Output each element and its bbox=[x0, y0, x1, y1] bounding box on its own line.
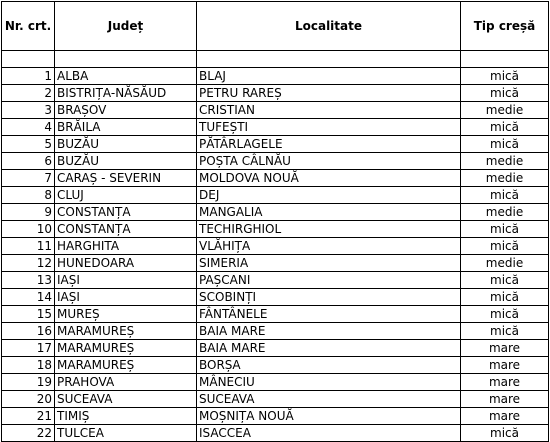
nr-cell: 19 bbox=[2, 374, 55, 391]
judet-cell: IAȘI bbox=[55, 272, 197, 289]
judet-cell: CONSTANȚA bbox=[55, 221, 197, 238]
tip-cell: mică bbox=[461, 85, 549, 102]
nr-cell: 21 bbox=[2, 408, 55, 425]
tip-cell: mică bbox=[461, 187, 549, 204]
nr-cell: 14 bbox=[2, 289, 55, 306]
table-row bbox=[2, 255, 549, 272]
judet-cell: HARGHITA bbox=[55, 238, 197, 255]
table-row bbox=[2, 119, 549, 136]
nr-cell: 18 bbox=[2, 357, 55, 374]
nr-cell: 1 bbox=[2, 68, 55, 85]
table-row bbox=[2, 136, 549, 153]
nr-cell: 9 bbox=[2, 204, 55, 221]
localitate-cell: PĂTÂRLAGELE bbox=[197, 136, 461, 153]
tip-cell: mare bbox=[461, 391, 549, 408]
nr-cell: 22 bbox=[2, 425, 55, 442]
header-nr: Nr. crt. bbox=[2, 2, 55, 51]
header-localitate: Localitate bbox=[197, 2, 461, 51]
table-row bbox=[2, 170, 549, 187]
localitate-cell: MOLDOVA NOUĂ bbox=[197, 170, 461, 187]
spacer-row bbox=[2, 51, 549, 68]
localitate-cell: DEJ bbox=[197, 187, 461, 204]
nr-cell: 17 bbox=[2, 340, 55, 357]
localitate-cell: BAIA MARE bbox=[197, 340, 461, 357]
table-row bbox=[2, 102, 549, 119]
nr-cell: 8 bbox=[2, 187, 55, 204]
localitate-cell: BLAJ bbox=[197, 68, 461, 85]
nr-cell: 2 bbox=[2, 85, 55, 102]
tip-cell: mică bbox=[461, 238, 549, 255]
spacer-cell bbox=[461, 51, 549, 68]
tip-cell: mare bbox=[461, 374, 549, 391]
localitate-cell: SIMERIA bbox=[197, 255, 461, 272]
table-row bbox=[2, 306, 549, 323]
localitate-cell: SUCEAVA bbox=[197, 391, 461, 408]
nr-cell: 5 bbox=[2, 136, 55, 153]
judet-cell: IAȘI bbox=[55, 289, 197, 306]
judet-cell: BRAȘOV bbox=[55, 102, 197, 119]
table-row bbox=[2, 289, 549, 306]
tip-cell: medie bbox=[461, 204, 549, 221]
localitate-cell: ISACCEA bbox=[197, 425, 461, 442]
judet-cell: TULCEA bbox=[55, 425, 197, 442]
tip-cell: mică bbox=[461, 221, 549, 238]
localitate-cell: TUFEȘTI bbox=[197, 119, 461, 136]
table-row bbox=[2, 425, 549, 442]
tip-cell: mică bbox=[461, 68, 549, 85]
tip-cell: mică bbox=[461, 289, 549, 306]
table-row bbox=[2, 272, 549, 289]
tip-cell: mică bbox=[461, 136, 549, 153]
nr-cell: 11 bbox=[2, 238, 55, 255]
tip-cell: mică bbox=[461, 306, 549, 323]
judet-cell: CARAȘ - SEVERIN bbox=[55, 170, 197, 187]
nr-cell: 12 bbox=[2, 255, 55, 272]
table-row bbox=[2, 85, 549, 102]
judet-cell: MARAMUREȘ bbox=[55, 357, 197, 374]
nr-cell: 4 bbox=[2, 119, 55, 136]
judet-cell: TIMIȘ bbox=[55, 408, 197, 425]
tip-cell: mică bbox=[461, 425, 549, 442]
judet-cell: BUZĂU bbox=[55, 136, 197, 153]
header-row bbox=[2, 2, 549, 51]
table-row bbox=[2, 408, 549, 425]
table-row bbox=[2, 68, 549, 85]
crese-table bbox=[1, 1, 549, 442]
tip-cell: medie bbox=[461, 255, 549, 272]
localitate-cell: MANGALIA bbox=[197, 204, 461, 221]
tip-cell: mică bbox=[461, 119, 549, 136]
tip-cell: mare bbox=[461, 408, 549, 425]
spacer-cell bbox=[2, 51, 55, 68]
header-judet: Județ bbox=[55, 2, 197, 51]
judet-cell: BRĂILA bbox=[55, 119, 197, 136]
spacer-cell bbox=[197, 51, 461, 68]
judet-cell: MARAMUREȘ bbox=[55, 340, 197, 357]
localitate-cell: SCOBINȚI bbox=[197, 289, 461, 306]
judet-cell: MARAMUREȘ bbox=[55, 323, 197, 340]
localitate-cell: MÂNECIU bbox=[197, 374, 461, 391]
tip-cell: mare bbox=[461, 340, 549, 357]
localitate-cell: MOȘNIȚA NOUĂ bbox=[197, 408, 461, 425]
table-row bbox=[2, 238, 549, 255]
localitate-cell: PAȘCANI bbox=[197, 272, 461, 289]
judet-cell: SUCEAVA bbox=[55, 391, 197, 408]
header-tip: Tip creșă bbox=[461, 2, 549, 51]
tip-cell: medie bbox=[461, 170, 549, 187]
localitate-cell: VLĂHIȚA bbox=[197, 238, 461, 255]
table-row bbox=[2, 357, 549, 374]
judet-cell: ALBA bbox=[55, 68, 197, 85]
judet-cell: BUZĂU bbox=[55, 153, 197, 170]
tip-cell: mică bbox=[461, 323, 549, 340]
tip-cell: mare bbox=[461, 357, 549, 374]
localitate-cell: FÂNTÂNELE bbox=[197, 306, 461, 323]
judet-cell: CLUJ bbox=[55, 187, 197, 204]
nr-cell: 7 bbox=[2, 170, 55, 187]
judet-cell: BISTRIȚA-NĂSĂUD bbox=[55, 85, 197, 102]
nr-cell: 16 bbox=[2, 323, 55, 340]
judet-cell: CONSTANȚA bbox=[55, 204, 197, 221]
nr-cell: 13 bbox=[2, 272, 55, 289]
localitate-cell: BORȘA bbox=[197, 357, 461, 374]
judet-cell: PRAHOVA bbox=[55, 374, 197, 391]
table-row bbox=[2, 391, 549, 408]
table-row bbox=[2, 153, 549, 170]
table-row bbox=[2, 187, 549, 204]
nr-cell: 6 bbox=[2, 153, 55, 170]
tip-cell: mică bbox=[461, 272, 549, 289]
tip-cell: medie bbox=[461, 153, 549, 170]
localitate-cell: CRISTIAN bbox=[197, 102, 461, 119]
judet-cell: MUREȘ bbox=[55, 306, 197, 323]
judet-cell: HUNEDOARA bbox=[55, 255, 197, 272]
nr-cell: 15 bbox=[2, 306, 55, 323]
table-row bbox=[2, 340, 549, 357]
table-row bbox=[2, 221, 549, 238]
nr-cell: 10 bbox=[2, 221, 55, 238]
nr-cell: 20 bbox=[2, 391, 55, 408]
table-row bbox=[2, 374, 549, 391]
tip-cell: medie bbox=[461, 102, 549, 119]
nr-cell: 3 bbox=[2, 102, 55, 119]
table-row bbox=[2, 204, 549, 221]
spacer-cell bbox=[55, 51, 197, 68]
localitate-cell: TECHIRGHIOL bbox=[197, 221, 461, 238]
table-row bbox=[2, 323, 549, 340]
table-body bbox=[2, 51, 549, 442]
localitate-cell: BAIA MARE bbox=[197, 323, 461, 340]
localitate-cell: PETRU RAREȘ bbox=[197, 85, 461, 102]
localitate-cell: POȘTA CÂLNĂU bbox=[197, 153, 461, 170]
